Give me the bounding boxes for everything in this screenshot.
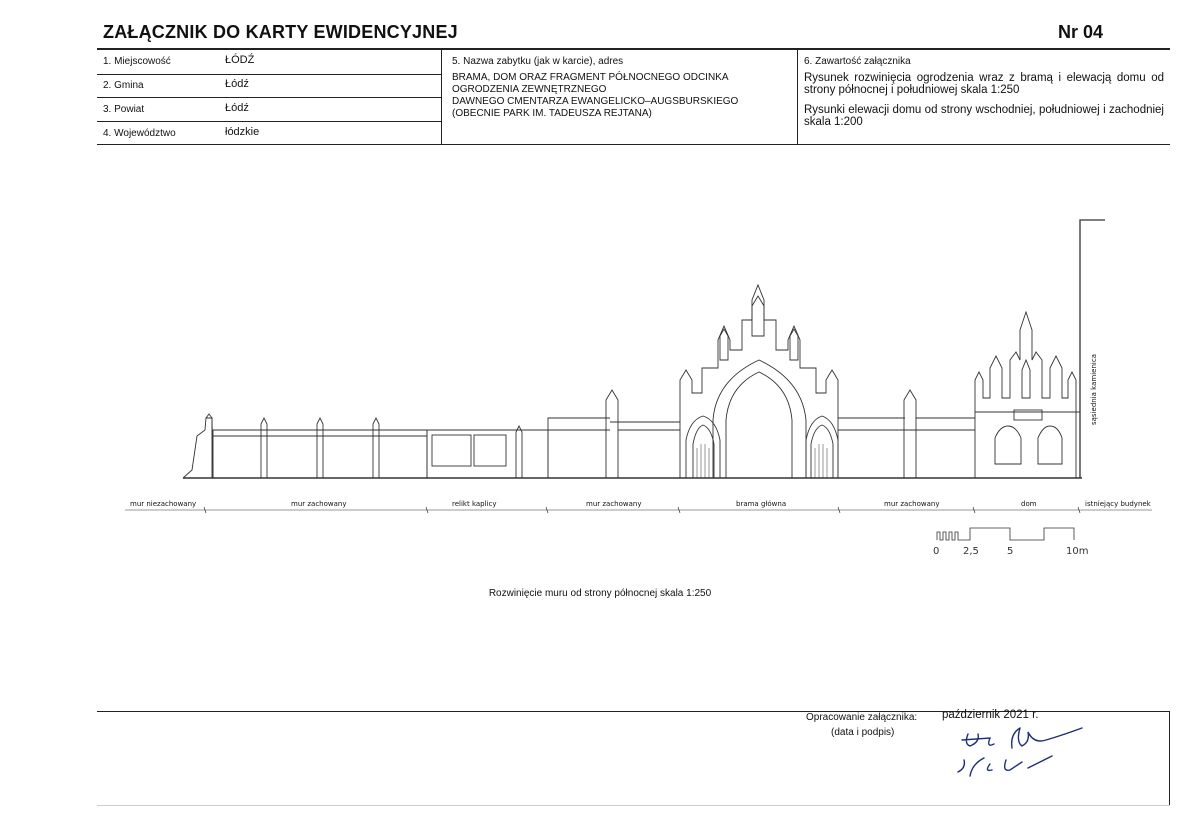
document-title: ZAŁĄCZNIK DO KARTY EWIDENCYJNEJ — [103, 22, 458, 42]
monument-label: 5. Nazwa zabytku (jak w karcie), adres — [452, 56, 624, 67]
attachment-text-1: Rysunek rozwinięcia ogrodzenia wraz z bramą i elewacją domu od strony północnej i południowej skala 1:250 — [804, 72, 1164, 96]
field-value-powiat: Łódź — [225, 102, 249, 114]
scale-label: 5 — [1007, 546, 1014, 557]
monument-line-4: (OBECNIE PARK IM. TADEUSZA REJTANA) — [452, 108, 652, 119]
date-sign-label: (data i podpis) — [831, 727, 895, 738]
preparation-date: październik 2021 r. — [942, 709, 1039, 721]
segment-label: dom — [1021, 500, 1037, 508]
monument-line-1: BRAMA, DOM ORAZ FRAGMENT PÓŁNOCNEGO ODCINKA — [452, 72, 729, 83]
scale-label: 10m — [1066, 546, 1089, 557]
segment-label: istniejący budynek — [1085, 500, 1151, 508]
field-label-miejscowosc: 1. Miejscowość — [103, 56, 171, 67]
handwritten-signature — [950, 720, 1100, 785]
scale-label: 0 — [933, 546, 940, 557]
footer-bottom-border — [97, 805, 1170, 806]
segment-label: brama główna — [736, 500, 787, 508]
prepared-label: Opracowanie załącznika: — [806, 712, 918, 723]
field-value-wojewodztwo: łódzkie — [225, 126, 260, 138]
neighbour-building-label: sąsiednia kamienica — [1090, 354, 1098, 425]
drawing-caption: Rozwinięcie muru od strony północnej skala 1:250 — [488, 588, 712, 599]
monument-line-2: OGRODZENIA ZEWNĘTRZNEGO — [452, 84, 607, 95]
footer-right-border — [1169, 711, 1170, 805]
field-value-miejscowosc: ŁÓDŹ — [225, 54, 255, 66]
segment-label: mur zachowany — [291, 500, 347, 508]
segment-label: relikt kaplicy — [452, 500, 497, 508]
field-label-gmina: 2. Gmina — [103, 80, 144, 91]
monument-line-3: DAWNEGO CMENTARZA EWANGELICKO–AUGSBURSKIEGO — [452, 96, 739, 107]
segment-label: mur zachowany — [586, 500, 642, 508]
field-label-powiat: 3. Powiat — [103, 104, 145, 115]
segment-label: mur zachowany — [884, 500, 940, 508]
field-value-gmina: Łódź — [225, 78, 249, 90]
segment-label: mur niezachowany — [130, 500, 197, 508]
scale-label: 2,5 — [963, 546, 979, 557]
field-label-wojewodztwo: 4. Województwo — [103, 128, 176, 139]
attachment-text-2: Rysunki elewacji domu od strony wschodniej, południowej i zachodniej skala 1:200 — [804, 104, 1164, 128]
attachment-number: Nr 04 — [1058, 22, 1104, 42]
attachment-label: 6. Zawartość załącznika — [804, 56, 911, 67]
